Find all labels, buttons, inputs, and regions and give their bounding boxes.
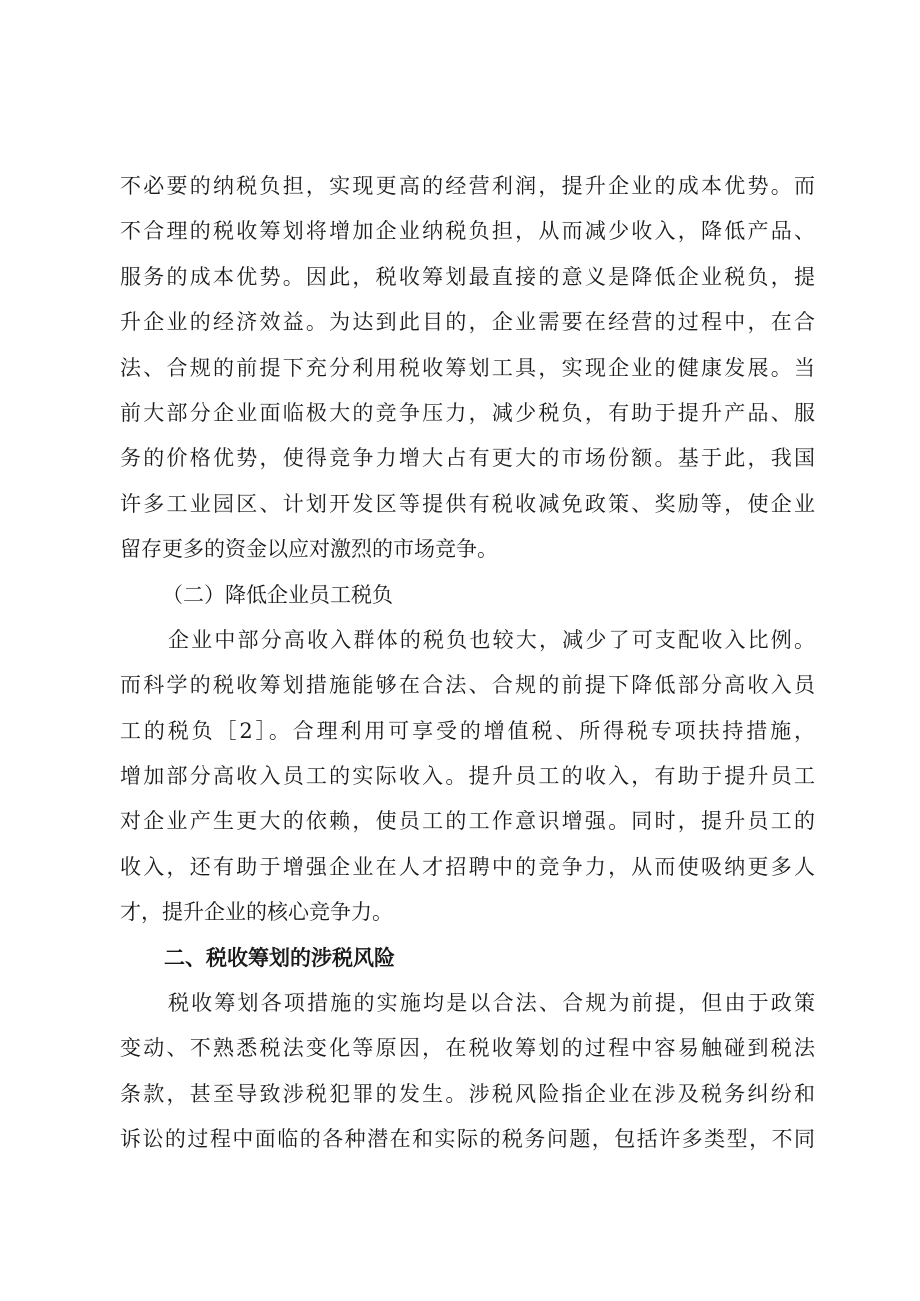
text-line: 而科学的税收筹划措施能够在合法、合规的前提下降低部分高收入员 (120, 673, 815, 698)
text-line: 留存更多的资金以应对激烈的市场竞争。 (120, 537, 498, 562)
text-line: 服务的成本优势。因此，税收筹划最直接的意义是降低企业税负，提 (120, 264, 815, 289)
text-line: 法、合规的前提下充分利用税收筹划工具，实现企业的健康发展。当 (120, 355, 815, 380)
text-line: 才，提升企业的核心竞争力。 (120, 900, 393, 925)
paragraph-employee-tax (120, 618, 815, 936)
text-line: 务的价格优势，使得竞争力增大占有更大的市场份额。基于此，我国 (120, 446, 815, 471)
text-line: 税收筹划各项措施的实施均是以合法、合规为前提，但由于政策 (168, 991, 815, 1016)
text-line: 不必要的纳税负担，实现更高的经营利润，提升企业的成本优势。而 (120, 174, 815, 198)
text-line: 企业中部分高收入群体的税负也较大，减少了可支配收入比例。 (168, 627, 815, 652)
paragraph-cost-advantage (120, 164, 815, 573)
text-line: 前大部分企业面临极大的竞争压力，减少税负，有助于提升产品、服 (120, 400, 815, 425)
text-line: 不合理的税收筹划将增加企业纳税负担，从而减少收入，降低产品、 (120, 219, 815, 244)
text-line: 变动、不熟悉税法变化等原因，在税收筹划的过程中容易触碰到税法 (120, 1036, 815, 1061)
subheading-reduce-employee-tax: （二）降低企业员工税负 (162, 582, 393, 607)
text-line: 工的税负［2］。合理利用可享受的增值税、所得税专项扶持措施， (120, 718, 815, 743)
text-line: 升企业的经济效益。为达到此目的，企业需要在经营的过程中，在合 (120, 310, 815, 335)
text-line: 诉讼的过程中面临的各种潜在和实际的税务问题，包括许多类型，不同 (120, 1127, 815, 1152)
text-line: 条款，甚至导致涉税犯罪的发生。涉税风险指企业在涉及税务纠纷和 (120, 1081, 815, 1106)
document-body (120, 164, 815, 1163)
text-line: 增加部分高收入员工的实际收入。提升员工的收入，有助于提升员工 (120, 764, 815, 789)
text-line: 对企业产生更大的依赖，使员工的工作意识增强。同时，提升员工的 (120, 809, 815, 834)
text-line: 收入，还有助于增强企业在人才招聘中的竞争力，从而使吸纳更多人 (120, 854, 815, 879)
paragraph-tax-risk (120, 981, 815, 1163)
text-line: 许多工业园区、计划开发区等提供有税收减免政策、奖励等，使企业 (120, 491, 815, 516)
section-heading-tax-risk: 二、税收筹划的涉税风险 (164, 945, 395, 970)
